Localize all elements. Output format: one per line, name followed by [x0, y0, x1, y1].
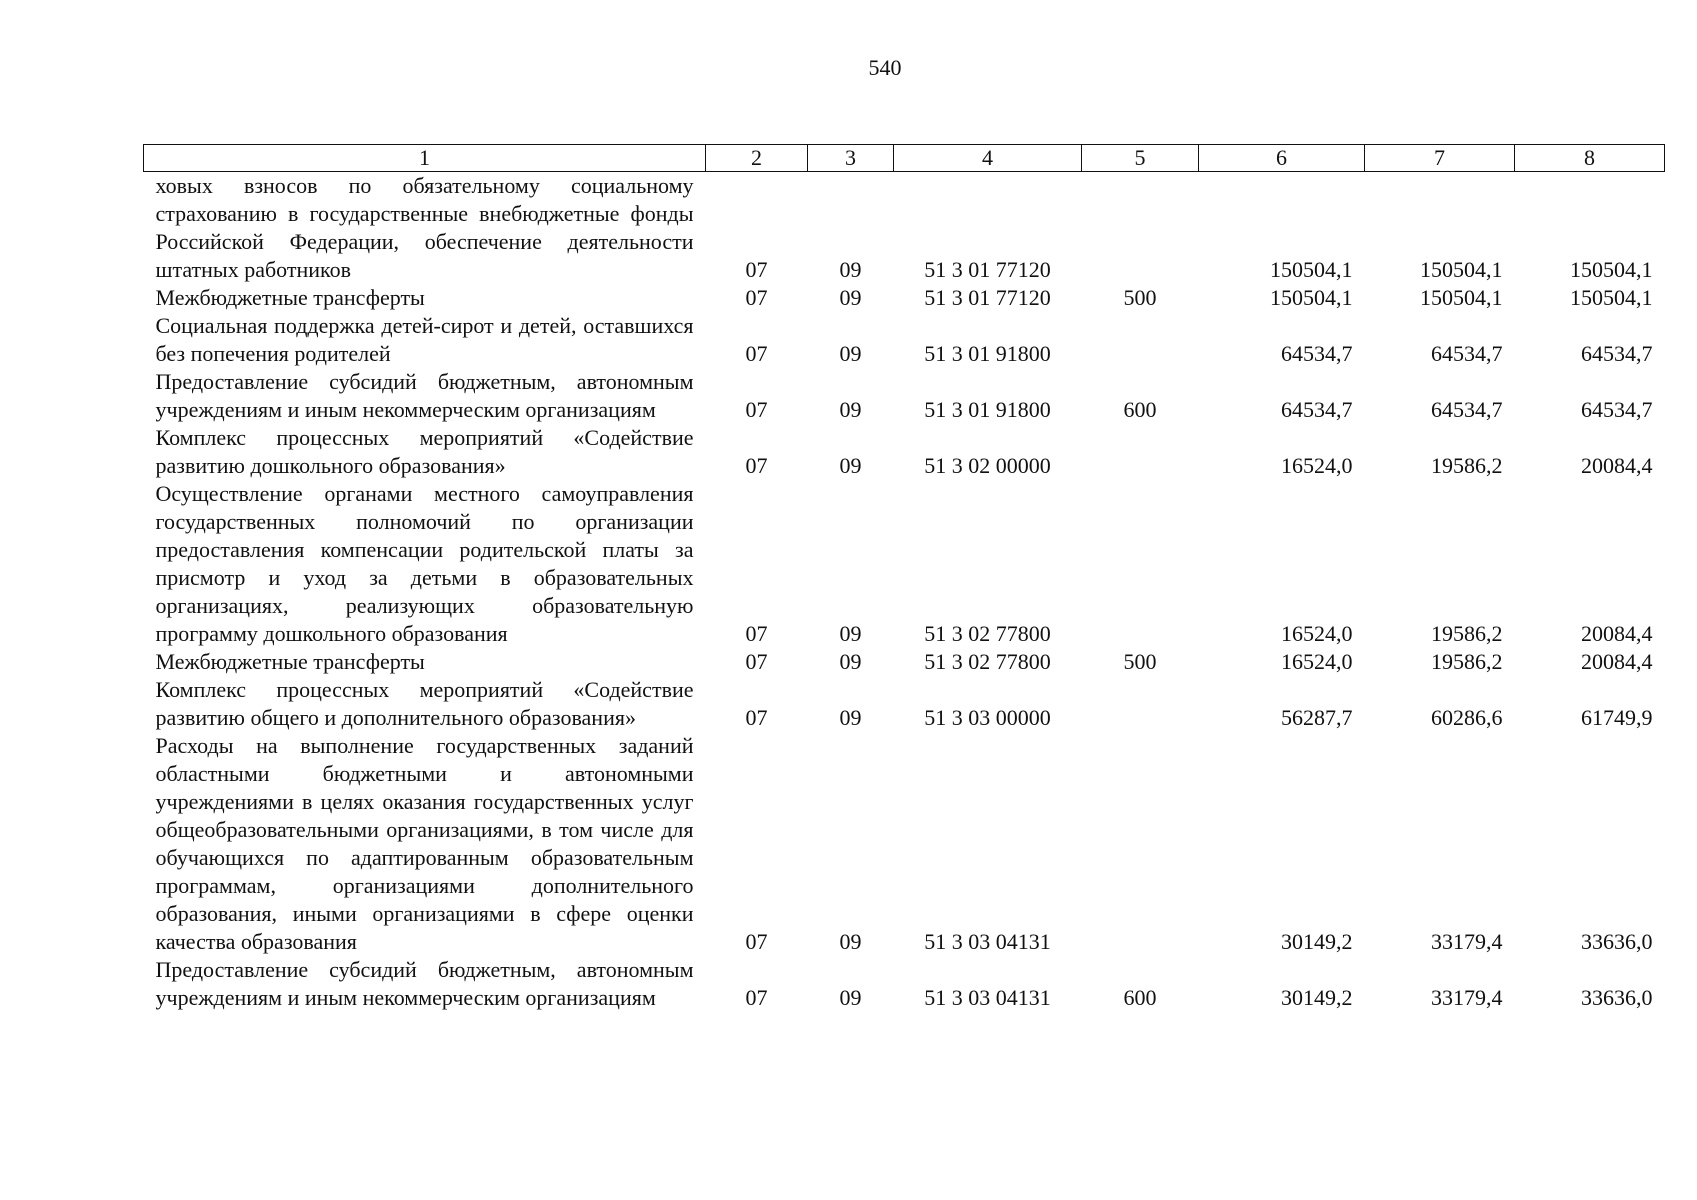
row-amount-col6: 16524,0: [1281, 453, 1353, 478]
row-amount-col8: 33636,0: [1581, 929, 1653, 954]
row-subsection: 09: [839, 985, 862, 1010]
row-amount-col6: 56287,7: [1281, 705, 1353, 730]
row-amount-col7: 33179,4: [1431, 985, 1503, 1010]
row-amount-col8: 150504,1: [1570, 285, 1653, 310]
row-section: 07: [745, 341, 768, 366]
row-description: Осуществление органами местного самоуправления государственных полномочий по организации предоставления компенсации родительской платы за присмотр и уход за детьми в образовательных организациях, реализующих образовательную программу дошкольного образования: [155, 481, 694, 646]
row-amount-col8: 150504,1: [1570, 257, 1653, 282]
header-cell: 8: [1515, 145, 1665, 172]
row-amount-col7: 64534,7: [1431, 341, 1503, 366]
row-amount-col8: 20084,4: [1581, 621, 1653, 646]
row-subsection: 09: [839, 285, 862, 310]
row-section: 07: [745, 985, 768, 1010]
table-header: [144, 145, 1665, 172]
row-section: 07: [745, 285, 768, 310]
row-amount-col7: 150504,1: [1420, 257, 1503, 282]
row-description: ховых взносов по обязательному социальному страхованию в государственные внебюджетные фонды Российской Федерации, обеспечение деятельности штатных работников: [155, 173, 694, 282]
row-expense-type: 600: [1123, 397, 1157, 422]
header-cell: 4: [894, 145, 1082, 172]
row-subsection: 09: [839, 705, 862, 730]
row-target-code: 51 3 02 77800: [924, 621, 1051, 646]
row-amount-col7: 64534,7: [1431, 397, 1503, 422]
row-target-code: 51 3 03 04131: [924, 929, 1051, 954]
row-section: 07: [745, 453, 768, 478]
page-number: 540: [868, 55, 902, 80]
row-subsection: 09: [839, 453, 862, 478]
row-expense-type: 500: [1123, 285, 1157, 310]
row-amount-col8: 64534,7: [1581, 397, 1653, 422]
row-expense-type: [1082, 172, 1199, 285]
row-subsection: 09: [839, 621, 862, 646]
table-row: [144, 676, 1665, 732]
row-section: 07: [745, 621, 768, 646]
row-target-code: 51 3 01 77120: [924, 285, 1051, 310]
row-expense-type: 600: [1123, 985, 1157, 1010]
row-amount-col6: 64534,7: [1281, 397, 1353, 422]
row-target-code: 51 3 01 77120: [924, 257, 1051, 282]
row-amount-col8: 64534,7: [1581, 341, 1653, 366]
row-description: Комплекс процессных мероприятий «Содействие развитию дошкольного образования»: [155, 425, 694, 478]
row-amount-col6: 150504,1: [1270, 285, 1353, 310]
row-expense-type: [1082, 312, 1199, 368]
header-cell: 7: [1365, 145, 1515, 172]
row-amount-col8: 20084,4: [1581, 649, 1653, 674]
row-subsection: 09: [839, 341, 862, 366]
row-description: Межбюджетные трансферты: [155, 649, 425, 674]
row-amount-col6: 30149,2: [1281, 985, 1353, 1010]
row-subsection: 09: [839, 397, 862, 422]
row-section: 07: [745, 929, 768, 954]
row-section: 07: [745, 257, 768, 282]
row-section: 07: [745, 705, 768, 730]
row-description: Межбюджетные трансферты: [155, 285, 425, 310]
header-cell: 5: [1082, 145, 1199, 172]
row-target-code: 51 3 02 00000: [924, 453, 1051, 478]
row-expense-type: [1082, 732, 1199, 956]
budget-table: [143, 144, 1665, 1012]
row-amount-col7: 60286,6: [1431, 705, 1503, 730]
row-amount-col7: 19586,2: [1431, 621, 1503, 646]
row-description: Предоставление субсидий бюджетным, автономным учреждениям и иным некоммерческим организациям: [155, 957, 694, 1010]
table-row: [144, 956, 1665, 1012]
row-amount-col7: 150504,1: [1420, 285, 1503, 310]
table-row: [144, 284, 1665, 312]
row-description: Социальная поддержка детей-сирот и детей, оставшихся без попечения родителей: [155, 313, 694, 366]
header-cell: 1: [144, 145, 706, 172]
header-cell: 3: [808, 145, 894, 172]
row-amount-col8: 20084,4: [1581, 453, 1653, 478]
row-subsection: 09: [839, 929, 862, 954]
row-target-code: 51 3 02 77800: [924, 649, 1051, 674]
row-subsection: 09: [839, 257, 862, 282]
row-target-code: 51 3 01 91800: [924, 397, 1051, 422]
row-amount-col6: 16524,0: [1281, 649, 1353, 674]
table-row: [144, 172, 1665, 285]
row-target-code: 51 3 03 00000: [924, 705, 1051, 730]
row-expense-type: [1082, 424, 1199, 480]
row-section: 07: [745, 649, 768, 674]
row-amount-col6: 150504,1: [1270, 257, 1353, 282]
table-body: [144, 172, 1665, 1013]
row-description: Предоставление субсидий бюджетным, автономным учреждениям и иным некоммерческим организациям: [155, 369, 694, 422]
row-amount-col7: 19586,2: [1431, 453, 1503, 478]
row-amount-col7: 19586,2: [1431, 649, 1503, 674]
table-row: [144, 368, 1665, 424]
header-row: [144, 145, 1665, 172]
row-expense-type: [1082, 480, 1199, 648]
header-cell: 2: [706, 145, 808, 172]
row-target-code: 51 3 03 04131: [924, 985, 1051, 1010]
row-description: Комплекс процессных мероприятий «Содействие развитию общего и дополнительного образования»: [155, 677, 694, 730]
row-amount-col6: 64534,7: [1281, 341, 1353, 366]
row-subsection: 09: [839, 649, 862, 674]
table-row: [144, 648, 1665, 676]
table-row: [144, 480, 1665, 648]
row-amount-col7: 33179,4: [1431, 929, 1503, 954]
row-amount-col8: 61749,9: [1581, 705, 1653, 730]
row-section: 07: [745, 397, 768, 422]
row-expense-type: [1082, 676, 1199, 732]
row-amount-col8: 33636,0: [1581, 985, 1653, 1010]
row-expense-type: 500: [1123, 649, 1157, 674]
header-cell: 6: [1199, 145, 1365, 172]
table-row: [144, 424, 1665, 480]
row-amount-col6: 30149,2: [1281, 929, 1353, 954]
row-target-code: 51 3 01 91800: [924, 341, 1051, 366]
row-amount-col6: 16524,0: [1281, 621, 1353, 646]
row-description: Расходы на выполнение государственных заданий областными бюджетными и автономными учреждениями в целях оказания государственных услуг общеобразовательными организациями, в том числе для обучающихся по адаптированным образовательным программам, организациями дополнительного образования, иными организациями в сфере оценки качества образования: [155, 733, 694, 954]
table-row: [144, 312, 1665, 368]
table-row: [144, 732, 1665, 956]
